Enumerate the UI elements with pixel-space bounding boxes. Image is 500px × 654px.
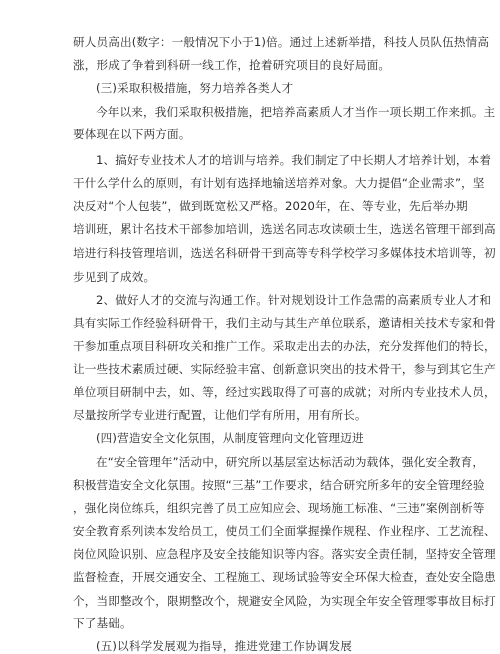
- paragraph-line: 单位项目研制中去，如、等，经过实践取得了可喜的成就；对所内专业技术人员，: [73, 385, 496, 399]
- paragraph-line: 今年以来，我们采取积极措施，把培养高素质人才当作一项长期工作来抓。主: [96, 105, 496, 119]
- paragraph-line: 干什么学什么的原则，有计划有选择地输送培养对象。大力提倡“企业需求”，坚: [73, 176, 485, 190]
- paragraph-line: 要体现在以下两方面。: [73, 127, 191, 141]
- paragraph-line: 步见到了成效。: [73, 270, 156, 284]
- paragraph-line: 下了基础。: [73, 616, 132, 630]
- paragraph-line: 培进行科技管理培训，选送名科研骨干到高等专科学校学习多媒体技术培训等，初: [73, 246, 496, 260]
- paragraph-line: 尽量按所学专业进行配置，让他们学有所用，用有所长。: [73, 408, 367, 422]
- paragraph-line: 研人员高出(数字：一般情况下小于1)倍。通过上述新举措，科技人员队伍热情高: [73, 35, 490, 49]
- paragraph-line: 具有实际工作经验科研骨干，我们主动与其生产单位联系，邀请相关技术专家和骨: [73, 316, 496, 330]
- paragraph-line: 培训班，累计名技术干部参加培训，选送名同志攻读硕士生，选送名管理干部到高: [73, 222, 496, 236]
- section-heading-3: (三)采取积极措施，努力培养各类人才: [96, 81, 294, 95]
- paragraph-line: 2、做好人才的交流与沟通工作。针对规划设计工作急需的高素质专业人才和: [96, 293, 492, 307]
- paragraph-line: 积极营造安全文化氛围。按照“三基”工作要求，结合研究所多年的安全管理经验: [73, 478, 485, 492]
- section-heading-4: (四)营造安全文化氛围，从制度管理向文化管理迈进: [96, 431, 364, 445]
- paragraph-line: 岗位风险识别、应急程序及安全技能知识等内容。落实安全责任制，坚持安全管理: [73, 547, 496, 561]
- section-heading-5: (五)以科学发展观为指导，推进党建工作协调发展: [96, 639, 352, 653]
- paragraph-line: 干参加重点项目科研攻关和推广工作。采取走出去的办法，充分发挥他们的特长，: [73, 339, 496, 353]
- paragraph-line: 在“安全管理年”活动中，研究所以基层室达标活动为载体，强化安全教育，: [96, 455, 485, 469]
- paragraph-line: 决反对“个人包装”，做到既宽松又严格。2020年，在、等专业，先后举办期: [73, 199, 468, 213]
- paragraph-line: 涨，形成了争着到科研一线工作，抢着研究项目的良好局面。: [73, 58, 391, 72]
- paragraph-line: ，强化岗位练兵，组织完善了员工应知应会、现场施工标准、“三违”案例剖析等: [73, 501, 485, 515]
- paragraph-line: 监督检查，开展交通安全、工程施工、现场试验等安全环保大检查，查处安全隐患: [73, 570, 496, 584]
- paragraph-line: 让一些技术素质过硬、实际经验丰富、创新意识突出的技术骨干，参与到其它生产: [73, 362, 496, 376]
- paragraph-line: 安全教育系列读本发给员工，使员工们全面掌握操作规程、作业程序、工艺流程、: [73, 524, 496, 538]
- paragraph-line: 个，当即整改个，限期整改个，规避安全风险，为实现全年安全管理零事故目标打: [73, 594, 496, 608]
- paragraph-line: 1、搞好专业技术人才的培训与培养。我们制定了中长期人才培养计划，本着: [96, 153, 492, 167]
